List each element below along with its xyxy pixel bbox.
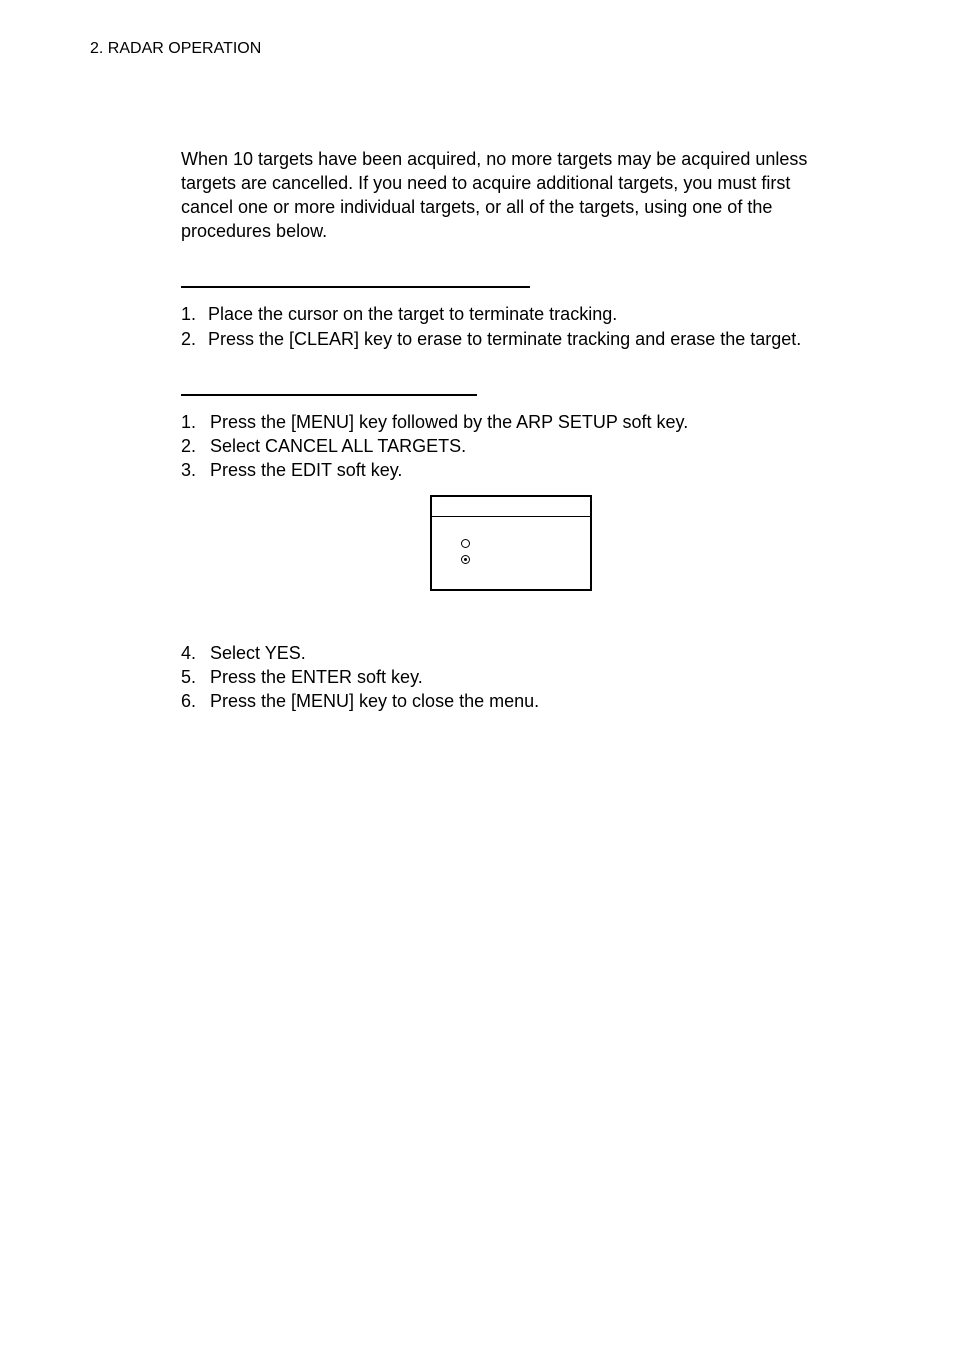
list-item	[181, 434, 688, 458]
cancel-all-targets-window	[430, 495, 592, 591]
window-title-bar	[432, 497, 590, 517]
step-text: Press the ENTER soft key.	[210, 667, 423, 687]
list-item	[181, 302, 801, 326]
list-item	[181, 665, 539, 689]
step-text: Press the [MENU] key to close the menu.	[210, 691, 540, 711]
list-item	[181, 410, 688, 434]
step-number: 1.	[181, 304, 197, 324]
intro-paragraph: When 10 targets have been acquired, no more targets may be acquired unless targets are cancelled. If you need to acquire additional targets, you must first cancel one or more individual targets, or all of the targets, using one of the procedures below.	[181, 149, 808, 241]
radio-option-1[interactable]	[461, 539, 470, 548]
list-item	[181, 689, 539, 713]
step-text: Press the EDIT soft key.	[210, 460, 403, 480]
list-item	[181, 458, 688, 482]
step-number: 4.	[181, 643, 197, 663]
list-item	[181, 641, 539, 665]
step-text: Press the [MENU] key followed by the ARP SETUP soft key.	[210, 412, 689, 432]
step-number: 2.	[181, 329, 197, 349]
step-number: 2.	[181, 436, 197, 456]
steps-cancel-individual	[181, 302, 801, 351]
step-text: Select CANCEL ALL TARGETS.	[210, 436, 467, 456]
steps-cancel-all	[181, 410, 688, 482]
step-text: Place the cursor on the target to terminate tracking.	[208, 304, 618, 324]
list-item	[181, 327, 801, 351]
step-number: 6.	[181, 691, 197, 711]
section-heading-rule-individual	[181, 286, 530, 288]
step-number: 3.	[181, 460, 197, 480]
radio-option-2-selected[interactable]	[461, 555, 470, 564]
step-text: Select YES.	[210, 643, 306, 663]
step-number: 5.	[181, 667, 197, 687]
step-text: Press the [CLEAR] key to erase to terminate tracking and erase the target.	[208, 329, 802, 349]
step-number: 1.	[181, 412, 197, 432]
steps-cancel-all-continued	[181, 641, 539, 713]
running-head: 2. RADAR OPERATION	[90, 40, 262, 57]
section-heading-rule-all	[181, 394, 477, 396]
